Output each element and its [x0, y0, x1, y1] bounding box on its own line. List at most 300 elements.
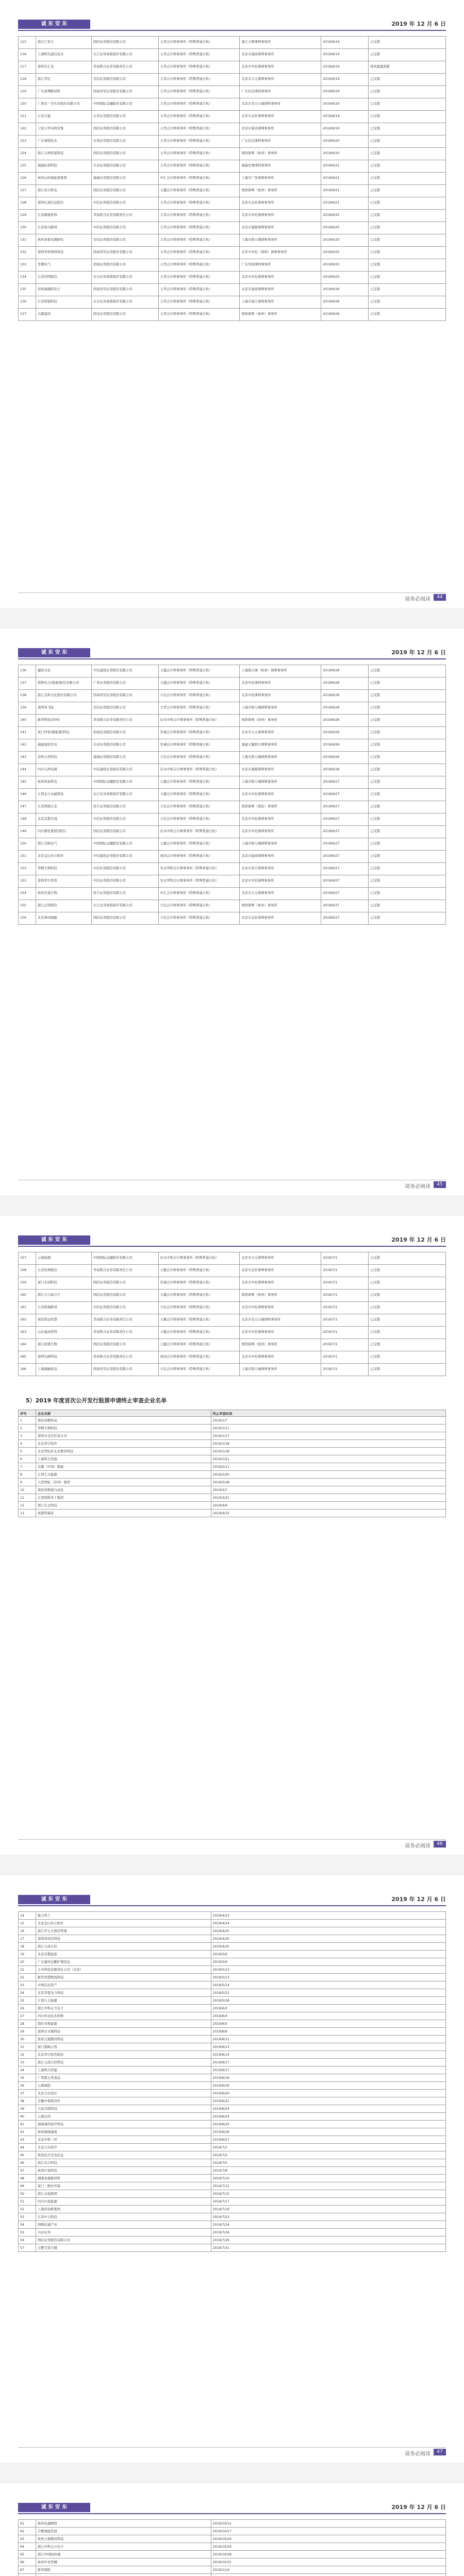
table-row	[19, 912, 446, 925]
table-cell: 海南海药医疗科技	[36, 2121, 211, 2128]
table-row	[19, 309, 446, 321]
table-cell: 广发证券股份有限公司	[91, 677, 158, 690]
table-cell: 22	[19, 1974, 36, 1981]
table-row	[19, 752, 446, 764]
table-row	[19, 2213, 446, 2221]
table-row	[19, 1943, 446, 1951]
table-cell: 142	[19, 739, 36, 752]
table-cell: 2019/7/1	[321, 1302, 369, 1314]
table-cell: 2019/6/19	[321, 123, 369, 135]
table-cell: 2019/6/20	[321, 135, 369, 148]
table-row	[19, 2043, 446, 2051]
table-cell: 浙江华亿	[36, 74, 91, 86]
table-cell: 国金证券股份有限公司	[91, 309, 158, 321]
table-cell: 2019/6/27	[321, 776, 369, 789]
table-cell: 已反馈	[369, 1277, 446, 1290]
table-row	[19, 284, 446, 296]
table-cell: 中国国际金融股份有限公司	[91, 1252, 158, 1265]
table-cell: 2019/7/1	[321, 1265, 369, 1277]
page-gap	[0, 608, 464, 629]
table-cell: 135	[19, 284, 36, 296]
table-cell: 2019/6/19	[321, 61, 369, 74]
table-row	[19, 74, 446, 86]
table-row	[19, 2059, 446, 2066]
table-cell: 2019/6/18	[211, 2074, 445, 2082]
table-cell: 12	[19, 1502, 36, 1510]
table-cell: 天华会计师事务所（特殊普通合伙）	[158, 272, 240, 284]
report-date: 2019 年 12 月 6 日	[391, 649, 446, 656]
table-cell: 招商证券股份有限公司	[91, 259, 158, 272]
table-cell: 37	[19, 2090, 36, 2097]
table-cell: 浙江永强集团	[36, 2190, 211, 2198]
table-cell: 2019/5/6	[211, 1951, 445, 1958]
table-cell: 2019/10/28	[211, 2551, 445, 2558]
table-cell: 广西黑五类食品	[36, 2074, 211, 2082]
table-cell: 北京市天元律师事务所	[240, 1252, 321, 1265]
table-row	[19, 173, 446, 185]
table-cell: 华测电气	[36, 259, 91, 272]
table-cell: 国信证券股份有限公司	[91, 912, 158, 925]
page-gap	[0, 1855, 464, 1875]
table-row	[19, 296, 446, 309]
table-cell: 2019/10/12	[211, 2520, 445, 2528]
table-cell: 浙锋电力(南通)股份有限公司	[36, 677, 91, 690]
table-cell: 161	[19, 1302, 36, 1314]
table-cell: 杭州安旭生物	[36, 888, 91, 900]
table-cell: 华熙生物科技	[36, 1425, 211, 1432]
table-cell: 大华会计师事务所（特殊普通合伙）	[158, 702, 240, 715]
table-cell: 2019/6/26	[211, 2128, 445, 2136]
table-cell: 已反馈	[369, 309, 446, 321]
table-cell: 118	[19, 74, 36, 86]
table-cell: 8	[19, 1471, 36, 1479]
table-cell: 已反馈	[369, 665, 446, 677]
table-cell: 杭州天地数码科技	[36, 2535, 211, 2543]
table-cell: 国泰君安证券股份有限公司	[91, 690, 158, 702]
table-row	[19, 111, 446, 123]
table-row	[19, 1425, 446, 1432]
table-row	[19, 1364, 446, 1376]
table-cell: 中国国际金融股份有限公司	[91, 776, 158, 789]
table-cell: 136	[19, 665, 36, 677]
page-gap	[0, 1195, 464, 1216]
table-cell: 119	[19, 86, 36, 98]
table-cell: 2019/5/28	[211, 1997, 445, 2005]
table-cell: 6	[19, 1455, 36, 1463]
table-cell: 2019/5/9	[211, 1958, 445, 1966]
table-cell: 上海市通力律师事务所	[240, 296, 321, 309]
table-cell: 小米科技有限责任公司（北京）	[36, 1966, 211, 1974]
table-cell: 立信会计师事务所（特殊普通合伙）	[158, 900, 240, 912]
table-row	[19, 272, 446, 284]
table-cell: 133	[19, 259, 36, 272]
report-page	[0, 0, 464, 608]
table-row	[19, 789, 446, 801]
table-cell: 2019/10/31	[211, 2558, 445, 2566]
table-cell: 国浩律师（杭州）事务所	[240, 1290, 321, 1302]
table-cell: 1	[19, 1417, 36, 1425]
table-cell: 华泰联合证券有限责任公司	[91, 1265, 158, 1277]
table-cell: 天津津虹（苏州）集团	[36, 1479, 211, 1486]
table-cell: 27	[19, 2012, 36, 2020]
table-cell: 165	[19, 1351, 36, 1364]
table-cell: 兴源建设	[36, 309, 91, 321]
table-cell: 146	[19, 789, 36, 801]
table-cell: 2019/6/17	[211, 2059, 445, 2066]
table-cell: 杭州电魂网络	[36, 2520, 211, 2528]
table-cell: 新华科技(苏州)	[36, 715, 91, 727]
table-cell: 2019/2/20	[211, 1471, 445, 1479]
table-cell: 四川雅化集团(国信)	[36, 826, 91, 838]
table-row	[19, 665, 446, 677]
table-cell: 立信会计师事务所（特殊普通合伙）	[158, 1364, 240, 1376]
table-row	[19, 1920, 446, 1927]
table-cell: 广西北一美实业股份有限公司	[36, 98, 91, 111]
table-cell: 已反馈	[369, 776, 446, 789]
table-cell: 国信证券股份有限公司	[91, 1290, 158, 1302]
table-cell: 北京市通商律师事务所	[240, 284, 321, 296]
table-cell: 中国国际金融股份有限公司	[91, 98, 158, 111]
table-cell: 2019/1/21	[211, 1455, 445, 1463]
page-number: 46	[434, 1841, 446, 1848]
table-cell: 65	[19, 2551, 36, 2558]
table-cell: 2019/7/10	[211, 2175, 445, 2182]
table-cell: 天华会计师事务所（特殊普通合伙）	[158, 86, 240, 98]
table-cell: 北京华宇软件股份	[36, 2051, 211, 2059]
table-cell: 北京市嘉源律师事务所	[240, 222, 321, 234]
table-cell: 已反馈	[369, 1290, 446, 1302]
table-row	[19, 2574, 446, 2576]
table-cell	[19, 2574, 36, 2576]
table-cell: 2019/6/26	[321, 752, 369, 764]
table-cell: 18	[19, 1943, 36, 1951]
table-cell: 2019/6/19	[211, 2082, 445, 2090]
table-cell: 国泰君安证券股份有限公司	[91, 284, 158, 296]
table-cell: 杭州远方光电信息	[36, 2151, 211, 2159]
table-cell: 已反馈	[369, 875, 446, 888]
table-cell: 11	[19, 1494, 36, 1502]
table-row	[19, 234, 446, 247]
table-row	[19, 2206, 446, 2213]
table-cell: 已反馈	[369, 826, 446, 838]
table-cell: 华泰联合证券有限责任公司	[91, 61, 158, 74]
table-cell: 浙江天册律师事务所	[240, 37, 321, 49]
table-cell: 北京中伦律师事务所	[240, 690, 321, 702]
table-cell: 福建标准科技	[36, 160, 91, 173]
table-row	[19, 2144, 446, 2151]
table-cell: 上海市广发律师事务所	[240, 173, 321, 185]
table-cell: 46	[19, 2159, 36, 2167]
table-cell: 2019/6/27	[321, 900, 369, 912]
table-row	[19, 2105, 446, 2113]
table-cell: 立信会计师事务所（特殊普通合伙）	[158, 801, 240, 814]
table-cell: 2019/6/27	[321, 888, 369, 900]
table-cell: 43	[19, 2136, 36, 2144]
table-cell: 2019/4/15	[211, 1510, 445, 1517]
table-row	[19, 1302, 446, 1314]
table-cell: 64	[19, 2543, 36, 2551]
table-cell: 容诚会计师事务所（特殊普通合伙）	[158, 727, 240, 739]
table-cell: 鄂尔多斯能源	[36, 2020, 211, 2028]
table-row	[19, 1486, 446, 1494]
page-header	[18, 2502, 446, 2513]
table-cell: 已反馈	[369, 49, 446, 61]
table-cell: 139	[19, 702, 36, 715]
table-cell: 北京市天元律师事务所	[240, 727, 321, 739]
table-cell: 33	[19, 2059, 36, 2066]
table-cell: 北京合众思壮	[36, 2090, 211, 2097]
table-cell: 2019/7/8	[211, 2167, 445, 2175]
table-cell: 158	[19, 1265, 36, 1277]
table-cell: 广东惠州金鹏护理用品	[36, 1958, 211, 1966]
table-header-cell: 序号	[19, 1410, 36, 1417]
table-cell: 北京市中伦律师事务所	[240, 272, 321, 284]
table-cell: 已反馈	[369, 1265, 446, 1277]
table-cell: 国信证券股份有限公司	[91, 148, 158, 160]
table-cell: 已反馈	[369, 1314, 446, 1327]
table-cell: 北京市竞天公诚律师事务所	[240, 98, 321, 111]
table-cell: 苏州海瑞特电子	[36, 284, 91, 296]
table-cell: 24	[19, 1989, 36, 1997]
table-cell: 67	[19, 2566, 36, 2574]
table-cell: 致同会计师事务所（特殊普通合伙）	[158, 1351, 240, 1364]
table-cell: 14	[19, 1912, 36, 1920]
table-cell: 北京市金杜律师事务所	[240, 912, 321, 925]
table-cell: 江苏图南合金	[36, 801, 91, 814]
table-cell: 东吴证券股份有限公司	[91, 111, 158, 123]
table-cell: 天华会计师事务所（特殊普通合伙）	[158, 123, 240, 135]
table-cell: 已反馈	[369, 98, 446, 111]
table-cell: 已反馈	[369, 1252, 446, 1265]
table-cell: 2019/10/24	[211, 2535, 445, 2543]
table-cell: 53	[19, 2213, 36, 2221]
table-cell: 浙江中科正方电子	[36, 2543, 211, 2551]
table-cell: 2019/6/25	[321, 210, 369, 222]
table-cell: 北京市中伦律师事务所	[240, 875, 321, 888]
table-cell: 浙江东日科技	[36, 1502, 211, 1510]
table-cell: 已反馈	[369, 222, 446, 234]
table-cell: 国信证券股份有限公司	[91, 37, 158, 49]
table-cell: 已反馈	[369, 86, 446, 98]
table-row	[19, 888, 446, 900]
table-cell: 江西九丰能源	[36, 1471, 211, 1479]
table-cell: 2019/6/24	[211, 2113, 445, 2121]
table-cell: 浙江美硕电气	[36, 838, 91, 851]
table-row	[19, 2074, 446, 2082]
table-cell: 深圳英伟信科技	[36, 1935, 211, 1943]
table-cell: 信永中和会计师事务所（特殊普通合伙）	[158, 826, 240, 838]
table-cell: 中信建投证券股份有限公司	[91, 764, 158, 776]
table-row	[19, 1290, 446, 1302]
table-cell: 2019/6/26	[321, 284, 369, 296]
table-cell: 150	[19, 838, 36, 851]
table-cell: 浙江万马高分子	[36, 1290, 91, 1302]
table-row	[19, 1448, 446, 1455]
table-cell: 已反馈	[369, 148, 446, 160]
table-cell: 2019/6/17	[211, 2066, 445, 2074]
table-cell: 已反馈	[369, 727, 446, 739]
table-cell: 国浩律师（杭州）事务所	[240, 148, 321, 160]
table-row	[19, 1277, 446, 1290]
brand-logo: 诚 东 安 东	[18, 20, 90, 29]
table-cell: 50	[19, 2190, 36, 2198]
table-cell: 广东华商律师事务所	[240, 259, 321, 272]
page-gap	[0, 2463, 464, 2483]
table-cell: 141	[19, 727, 36, 739]
table-cell: 浙江五洲智能科技	[36, 148, 91, 160]
table-cell: 天华会计师事务所（特殊普通合伙）	[158, 61, 240, 74]
page-header	[18, 19, 446, 30]
table-cell: 湖南泰嘉新材料	[36, 2175, 211, 2182]
table-cell: 天衡会计师事务所（特殊普通合伙）	[158, 1265, 240, 1277]
report-page	[0, 629, 464, 1195]
table-cell: 23	[19, 1981, 36, 1989]
table-cell: 天健会计师事务所（特殊普通合伙）	[158, 838, 240, 851]
table-cell: 立信会计师事务所（特殊普通合伙）	[158, 690, 240, 702]
table-row	[19, 222, 446, 234]
table-cell: 2019/7/15	[211, 2190, 445, 2198]
table-cell: 天华会计师事务所（特殊普通合伙）	[158, 148, 240, 160]
table-cell	[211, 2574, 445, 2576]
table-cell: 66	[19, 2558, 36, 2566]
table-row	[19, 690, 446, 702]
table-cell: 63	[19, 2535, 36, 2543]
table-cell: 天健会计师事务所（特殊普通合伙）	[158, 1290, 240, 1302]
table-cell: 56	[19, 2236, 36, 2244]
footer-note: 请务必阅读	[405, 1843, 430, 1849]
table-cell: 2019/6/25	[321, 272, 369, 284]
table-row	[19, 2229, 446, 2236]
table-cell: 上海明光通信技术	[36, 49, 91, 61]
table-row	[19, 1935, 446, 1943]
table-cell: 国网信通产业	[36, 2221, 211, 2229]
table-cell: 122	[19, 123, 36, 135]
table-cell: 25	[19, 1997, 36, 2005]
table-row	[19, 2175, 446, 2182]
table-row	[19, 2551, 446, 2558]
table-cell: 江苏同明股份	[36, 272, 91, 284]
table-row	[19, 1455, 446, 1463]
table-cell: 国浩律师（苏州）事务所	[240, 715, 321, 727]
footer-note: 请务必阅读	[405, 2451, 430, 2457]
table-row	[19, 851, 446, 863]
table-cell: 131	[19, 234, 36, 247]
table-cell: 124	[19, 148, 36, 160]
table-cell: 北京市金杜律师事务所	[240, 1265, 321, 1277]
table-cell: 149	[19, 826, 36, 838]
header-rule	[18, 658, 446, 659]
table-cell: 2019/2/11	[211, 1463, 445, 1471]
table-cell: 上海市锦天城律师事务所	[240, 1364, 321, 1376]
report-page	[0, 1216, 464, 1855]
table-cell: 2019/5/13	[211, 1966, 445, 1974]
table-row	[19, 1463, 446, 1471]
table-cell: 北京市中伦（深圳）律师事务所	[240, 247, 321, 259]
table-cell: 天华会计师事务所（特殊普通合伙）	[158, 197, 240, 210]
table-cell: 已反馈	[369, 801, 446, 814]
table-cell: 深圳亿道信息股份	[36, 197, 91, 210]
table-cell: 北京市中伦律师事务所	[240, 814, 321, 826]
footer-rule	[18, 1839, 446, 1840]
table-cell: 天华会计师事务所（特殊普通合伙）	[158, 296, 240, 309]
table-row	[19, 2136, 446, 2144]
table-row	[19, 2182, 446, 2190]
table-cell: 2019/7/1	[321, 1364, 369, 1376]
table-cell: 49	[19, 2182, 36, 2190]
table-cell: 浙江金科文化股份有限公司	[36, 690, 91, 702]
table-cell: 海通证券股份有限公司	[91, 173, 158, 185]
table-cell: 已反馈	[369, 284, 446, 296]
table-row	[19, 2159, 446, 2167]
table-row	[19, 210, 446, 222]
table-cell: 深圳市卓翼科技	[36, 2028, 211, 2036]
table-cell: 国浩律师（杭州）事务所	[240, 900, 321, 912]
table-cell: 立信会计师事务所（特殊普通合伙）	[158, 912, 240, 925]
table-cell: 北京市金杜律师事务所	[240, 197, 321, 210]
table-cell: 2019/6/27	[211, 2136, 445, 2144]
table-row	[19, 1479, 446, 1486]
report-page	[0, 2483, 464, 2576]
table-cell: 天华会计师事务所（特殊普通合伙）	[158, 37, 240, 49]
table-cell: 中汇会计师事务所（特殊普通合伙）	[158, 173, 240, 185]
table-cell: 北京金山办公软件	[36, 851, 91, 863]
table-cell: 已反馈	[369, 715, 446, 727]
table-cell: 已反馈	[369, 752, 446, 764]
table-row	[19, 135, 446, 148]
table-cell: 北京市嘉源律师事务所	[240, 764, 321, 776]
header-rule	[18, 1905, 446, 1906]
table-row	[19, 900, 446, 912]
table-cell: 17	[19, 1935, 36, 1943]
table-cell: 2019/7/1	[321, 1351, 369, 1364]
ipo-table	[18, 36, 446, 321]
report-date: 2019 年 12 月 6 日	[391, 1236, 446, 1243]
table-cell: 上海市锦天城律师事务所	[240, 776, 321, 789]
table-row	[19, 863, 446, 875]
table-row	[19, 2028, 446, 2036]
table-cell: 2019/6/19	[321, 37, 369, 49]
table-cell: 福建海创光电	[36, 739, 91, 752]
table-cell: 北京市中伦律师事务所	[240, 1351, 321, 1364]
table-cell: 2019/6/26	[321, 296, 369, 309]
table-cell: 东莞证券股份有限公司	[91, 135, 158, 148]
page-header	[18, 1894, 446, 1905]
table-cell: 上海市锦天城律师事务所	[240, 752, 321, 764]
table-cell: 北京市康达律师事务所	[240, 123, 321, 135]
table-row	[19, 1351, 446, 1364]
table-cell: 2019/6/5	[211, 2020, 445, 2028]
table-cell: 致同会计师事务所（特殊普通合伙）	[158, 851, 240, 863]
table-cell: 华泰联合证券有限责任公司	[91, 1314, 158, 1327]
table-row	[19, 2097, 446, 2105]
table-cell: 江苏中天科技	[36, 2213, 211, 2221]
table-cell: 48	[19, 2175, 36, 2182]
table-cell: 2019/6/26	[321, 665, 369, 677]
table-cell: 中信建投证券股份有限公司	[91, 851, 158, 863]
table-cell: 2019/6/25	[321, 222, 369, 234]
table-cell: 国泰君安证券股份有限公司	[91, 86, 158, 98]
table-cell: 2019/5/14	[211, 1981, 445, 1989]
table-cell: 已反馈	[369, 863, 446, 875]
table-cell: 福建至理律师事务所	[240, 160, 321, 173]
table-cell: 16	[19, 1927, 36, 1935]
table-cell: 2019/3/21	[211, 1494, 445, 1502]
table-row	[19, 2198, 446, 2206]
table-row	[19, 2121, 446, 2128]
table-cell: 2019/6/26	[321, 702, 369, 715]
table-cell: 国浩律师（杭州）事务所	[240, 309, 321, 321]
table-cell: 长江证券承销保荐有限公司	[91, 49, 158, 61]
